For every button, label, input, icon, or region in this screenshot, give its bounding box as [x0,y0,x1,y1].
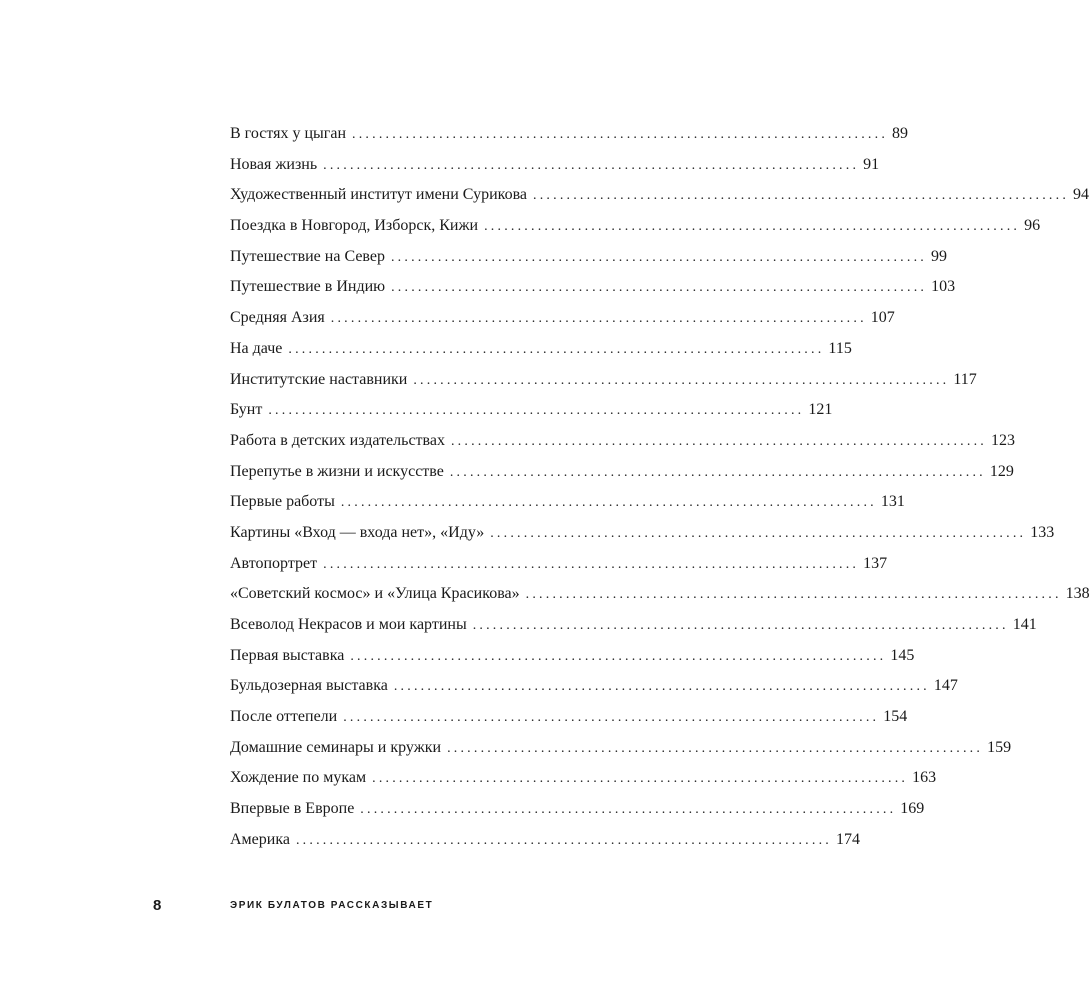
toc-dot-leader: ................................................................................ [340,495,877,511]
toc-entry-title: Хождение по мукам [230,769,367,787]
toc-dot-leader: ................................................................................ [330,311,867,327]
toc-entry-page: 133 [1030,523,1055,541]
toc-entry-title: Бунт [230,401,263,419]
toc-entry-title: Институтские наставники [230,370,408,388]
toc-entry [230,303,895,334]
toc-entry-page: 121 [808,401,833,419]
toc-entry-title: «Советский космос» и «Улица Красикова» [230,585,520,603]
toc-entry [230,180,1090,211]
toc-dot-leader: ................................................................................ [288,341,825,357]
toc-entry-title: Новая жизнь [230,155,318,173]
toc-dot-leader: ................................................................................ [484,219,1021,235]
toc-entry [230,610,1037,641]
toc-dot-leader: ................................................................................ [447,740,984,756]
toc-entry [230,641,915,672]
toc-entry [230,457,1014,488]
toc-entry-title: Бульдозерная выставка [230,677,388,695]
toc-entry [230,579,1090,610]
toc-entry-page: 141 [1012,616,1037,633]
toc-entry-page: 99 [930,247,947,265]
toc-entry [230,334,852,365]
toc-entry-title: Впервые в Европе [230,800,355,818]
toc-entry [230,272,956,303]
toc-entry-page: 137 [863,554,888,572]
toc-dot-leader: ................................................................................ [350,648,887,664]
toc-entry-title: Первая выставка [230,646,345,664]
toc-entry-page: 91 [863,155,880,173]
toc-dot-leader: ................................................................................ [413,372,950,388]
toc-entry-page: 163 [912,769,937,787]
toc-entry-page: 147 [933,677,958,695]
toc-entry-title: Средняя Азия [230,309,325,327]
page-number: 8 [153,897,162,914]
toc-entry-page: 115 [828,339,852,357]
toc-entry-title: Поездка в Новгород, Изборск, Кижи [230,217,479,235]
toc-entry-title: Всеволод Некрасов и мои картины [230,616,467,633]
toc-dot-leader: ................................................................................ [450,433,987,449]
toc-entry [230,487,905,518]
toc-entry-title: После оттепели [230,708,338,726]
toc-entry-page: 123 [990,431,1015,449]
toc-entry [230,242,947,273]
running-title: ЭРИК БУЛАТОВ РАССКАЗЫВАЕТ [230,900,434,911]
toc-entry-page: 174 [835,830,860,848]
toc-entry-page: 96 [1024,217,1041,235]
toc-entry [230,150,880,181]
toc-entry-page: 169 [900,800,925,818]
toc-entry-title: Автопортрет [230,554,318,572]
toc-entry-title: Первые работы [230,493,335,511]
toc-dot-leader: ................................................................................ [490,525,1027,541]
toc-entry-title: Работа в детских издательствах [230,431,445,449]
toc-dot-leader: ................................................................................ [525,587,1062,603]
toc-entry-title: Путешествие на Север [230,247,385,265]
toc-entry [230,702,908,733]
toc-dot-leader: ................................................................................ [533,188,1070,204]
toc-dot-leader: ................................................................................ [268,403,805,419]
toc-entry [230,549,888,580]
toc-entry [230,733,1012,764]
toc-entry-page: 103 [931,278,956,296]
toc-entry [230,426,1015,457]
toc-dot-leader: ................................................................................ [352,127,889,142]
toc-entry [230,518,1055,549]
toc-entry [230,825,860,856]
table-of-contents [230,119,1090,856]
toc-dot-leader: ................................................................................ [323,157,860,173]
toc-entry-title: Путешествие в Индию [230,278,386,296]
toc-entry-page: 94 [1073,186,1090,204]
toc-entry-page: 107 [870,309,895,327]
toc-entry [230,763,937,794]
toc-entry [230,119,909,150]
toc-dot-leader: ................................................................................ [372,771,909,787]
toc-entry-page: 131 [880,493,905,511]
toc-dot-leader: ................................................................................ [393,679,930,695]
toc-entry-page: 154 [883,708,908,726]
toc-dot-leader: ................................................................................ [295,832,832,848]
page-footer [0,896,800,916]
toc-entry [230,794,925,825]
toc-dot-leader: ................................................................................ [449,464,986,480]
toc-entry-page: 89 [892,125,909,142]
toc-entry-title: Домашние семинары и кружки [230,738,442,756]
toc-entry-title: Перепутье в жизни и искусстве [230,462,444,480]
toc-entry-page: 159 [987,738,1012,756]
toc-entry-page: 117 [953,370,977,388]
toc-entry [230,211,1041,242]
toc-dot-leader: ................................................................................ [323,556,860,572]
toc-entry [230,365,977,396]
toc-entry-title: Картины «Вход — входа нет», «Иду» [230,523,485,541]
toc-entry-page: 129 [989,462,1014,480]
toc-entry-title: Америка [230,830,290,848]
toc-dot-leader: ................................................................................ [472,618,1009,633]
toc-dot-leader: ................................................................................ [360,802,897,818]
toc-entry-title: Художественный институт имени Сурикова [230,186,528,204]
toc-entry [230,671,958,702]
toc-dot-leader: ................................................................................ [390,249,927,265]
toc-entry [230,395,833,426]
toc-entry-page: 138 [1065,585,1090,603]
toc-entry-title: На даче [230,339,283,357]
toc-dot-leader: ................................................................................ [391,280,928,296]
toc-entry-page: 145 [890,646,915,664]
toc-entry-title: В гостях у цыган [230,125,347,142]
toc-dot-leader: ................................................................................ [343,710,880,726]
